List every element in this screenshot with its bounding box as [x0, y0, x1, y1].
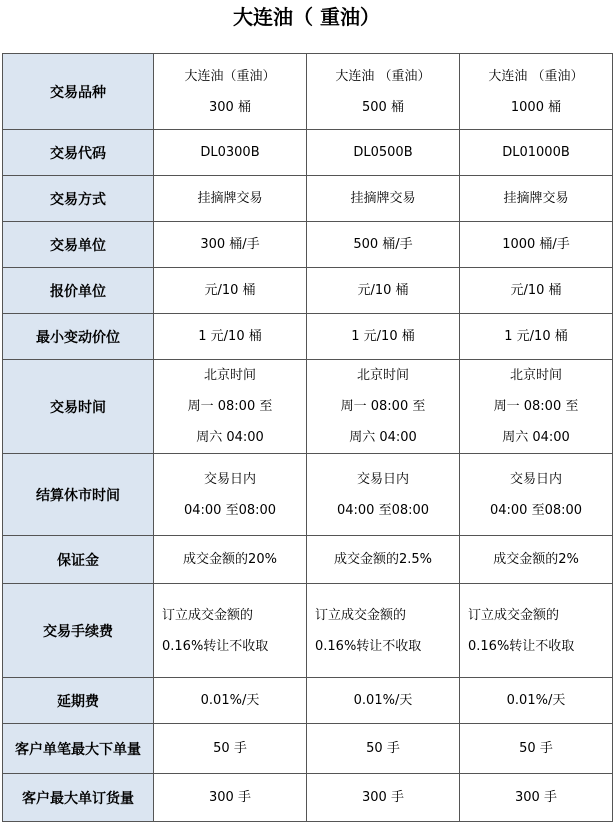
cell-text: DL01000B: [502, 145, 570, 160]
table-row: [3, 222, 613, 268]
cell-text: 1000 桶: [510, 99, 562, 115]
table-row: [3, 360, 613, 454]
value-cell: [307, 222, 460, 268]
table-row: [3, 536, 613, 584]
row-label: 最小变动价位: [3, 314, 154, 360]
cell-text: 周一 08:00 至: [187, 399, 273, 414]
table-row: [3, 584, 613, 678]
cell-text: 0.01%/天: [506, 693, 566, 708]
row-label: 交易手续费: [3, 584, 154, 678]
cell-text: 1 元/10 桶: [198, 329, 262, 344]
row-label: 报价单位: [3, 268, 154, 314]
cell-text: 成交金额的20%: [183, 552, 277, 567]
cell-text: 0.01%/天: [353, 693, 413, 708]
value-cell: [307, 724, 460, 774]
spec-table: [2, 53, 613, 822]
value-cell: [460, 222, 613, 268]
value-cell: [460, 584, 613, 678]
value-cell: [154, 314, 307, 360]
cell-text: 04:00 至08:00: [489, 502, 583, 518]
cell-text: 0.16%转让不收取: [315, 638, 422, 654]
value-cell: [154, 222, 307, 268]
cell-text: 北京时间: [356, 368, 409, 383]
value-cell: [460, 454, 613, 536]
value-cell: [154, 268, 307, 314]
row-label: 交易单位: [3, 222, 154, 268]
row-label: 交易时间: [3, 360, 154, 454]
value-cell: [154, 678, 307, 724]
cell-text: 周一 08:00 至: [493, 399, 579, 414]
value-cell: [154, 724, 307, 774]
cell-text: 成交金额的2%: [493, 552, 579, 567]
cell-text: 50 手: [519, 741, 553, 756]
cell-text: 交易日内: [203, 471, 256, 487]
cell-text: 04:00 至08:00: [183, 502, 277, 518]
value-cell: [154, 774, 307, 822]
cell-text: 1 元/10 桶: [351, 329, 415, 344]
cell-text: 500 桶: [362, 99, 404, 115]
cell-text: 04:00 至08:00: [336, 502, 430, 518]
value-cell: [460, 536, 613, 584]
value-cell: [307, 360, 460, 454]
cell-text: 大连油 （重油）: [488, 68, 584, 84]
value-cell: [154, 360, 307, 454]
cell-text: 1 元/10 桶: [504, 329, 568, 344]
cell-text: 周六 04:00: [196, 430, 264, 445]
cell-text: 0.01%/天: [200, 693, 260, 708]
row-label: 客户单笔最大下单量: [3, 724, 154, 774]
value-cell: [307, 268, 460, 314]
table-row: [3, 454, 613, 536]
value-cell: [460, 360, 613, 454]
cell-text: 北京时间: [509, 368, 562, 383]
row-label: 交易方式: [3, 176, 154, 222]
value-cell: [460, 130, 613, 176]
row-label: 交易代码: [3, 130, 154, 176]
value-cell: [307, 454, 460, 536]
cell-text: 300 手: [209, 790, 251, 805]
cell-text: 300 桶/手: [200, 237, 260, 252]
cell-text: 50 手: [366, 741, 400, 756]
cell-text: 0.16%转让不收取: [468, 638, 575, 654]
cell-text: 北京时间: [203, 368, 256, 383]
row-label: 交易品种: [3, 54, 154, 130]
value-cell: [460, 314, 613, 360]
table-row: [3, 54, 613, 130]
cell-text: 300 手: [362, 790, 404, 805]
cell-text: 挂摘牌交易: [350, 191, 416, 206]
table-row: [3, 724, 613, 774]
value-cell: [154, 584, 307, 678]
cell-text: 挂摘牌交易: [197, 191, 263, 206]
cell-text: 0.16%转让不收取: [162, 638, 269, 654]
value-cell: [154, 54, 307, 130]
table-row: [3, 774, 613, 822]
row-label: 结算休市时间: [3, 454, 154, 536]
cell-text: 挂摘牌交易: [503, 191, 569, 206]
cell-text: 300 手: [515, 790, 557, 805]
value-cell: [154, 176, 307, 222]
cell-text: 成交金额的2.5%: [333, 552, 433, 567]
cell-text: 交易日内: [509, 471, 562, 487]
value-cell: [307, 314, 460, 360]
cell-text: 500 桶/手: [353, 237, 413, 252]
value-cell: [460, 678, 613, 724]
value-cell: [154, 536, 307, 584]
cell-text: 元/10 桶: [510, 283, 562, 298]
table-row: [3, 176, 613, 222]
value-cell: [460, 268, 613, 314]
value-cell: [307, 536, 460, 584]
cell-text: 订立成交金额的: [468, 607, 560, 623]
value-cell: [307, 678, 460, 724]
cell-text: 300 桶: [209, 99, 251, 115]
value-cell: [307, 176, 460, 222]
row-label: 延期费: [3, 678, 154, 724]
value-cell: [460, 724, 613, 774]
table-row: [3, 268, 613, 314]
row-label: 保证金: [3, 536, 154, 584]
cell-text: 交易日内: [356, 471, 409, 487]
cell-text: 订立成交金额的: [162, 607, 254, 623]
cell-text: DL0500B: [353, 145, 413, 160]
value-cell: [307, 774, 460, 822]
cell-text: 周六 04:00: [349, 430, 417, 445]
table-row: [3, 678, 613, 724]
value-cell: [460, 774, 613, 822]
cell-text: DL0300B: [200, 145, 260, 160]
cell-text: 大连油 （重油）: [335, 68, 431, 84]
value-cell: [307, 130, 460, 176]
value-cell: [154, 454, 307, 536]
page-title: 大连油（ 重油）: [233, 5, 380, 29]
table-row: [3, 130, 613, 176]
value-cell: [460, 54, 613, 130]
cell-text: 订立成交金额的: [315, 607, 407, 623]
value-cell: [460, 176, 613, 222]
value-cell: [307, 584, 460, 678]
cell-text: 周六 04:00: [502, 430, 570, 445]
cell-text: 50 手: [213, 741, 247, 756]
table-row: [3, 314, 613, 360]
row-label: 客户最大单订货量: [3, 774, 154, 822]
value-cell: [154, 130, 307, 176]
cell-text: 周一 08:00 至: [340, 399, 426, 414]
cell-text: 元/10 桶: [204, 283, 256, 298]
cell-text: 大连油（重油）: [184, 68, 276, 84]
cell-text: 元/10 桶: [357, 283, 409, 298]
cell-text: 1000 桶/手: [502, 237, 570, 252]
value-cell: [307, 54, 460, 130]
